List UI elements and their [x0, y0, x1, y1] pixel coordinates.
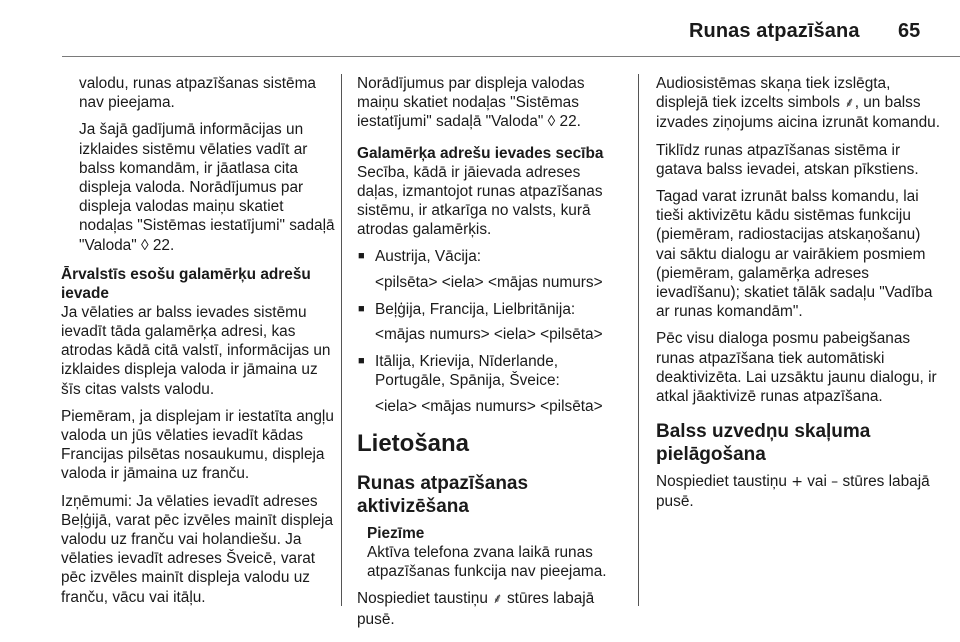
- note-title: Piezīme: [367, 524, 425, 542]
- column-3: [656, 74, 941, 520]
- paragraph: Piemēram, ja displejam ir iestatīta angļu valoda un jūs vēlaties ievadīt kādas Francijas pilsētas nosaukumu, displeja valoda ir jāmaina uz franču.: [61, 407, 334, 483]
- paragraph: Ja vēlaties ar balss ievades sistēmu ievadīt tāda galamērķa adresi, kas atrodas kādā citā valstī, informācijas un izklaides displeja valoda ir jāmaina uz šīs citas valsts valodu.: [61, 303, 331, 398]
- list-item: ■ Austrija, Vācija:: [357, 247, 625, 266]
- text-fragment: stūres labajā pusē.: [357, 590, 595, 628]
- page-number: 65: [898, 20, 921, 42]
- minus-button-icon: –: [831, 474, 839, 491]
- note-box: [357, 524, 625, 582]
- address-order: <iela> <mājas numurs> <pilsēta>: [375, 397, 603, 415]
- paragraph: [357, 589, 625, 628]
- section-heading: Ārvalstīs esošu galamērķu adrešu ievade: [61, 265, 311, 302]
- paragraph: Tagad varat izrunāt balss komandu, lai tieši aktivizētu kādu sistēmas funkciju (piemēram, radiostacijas atskaņošanu) vai sāktu dialogu ar vairākiem posmiem (piemēram, galamērķa adreses ievadīšanu); skatiet tālāk sadaļu "Vadība ar runas komandām".: [656, 188, 933, 321]
- paragraph: Tiklīdz runas atpazīšanas sistēma ir gatava balss ievadei, atskan pīkstiens.: [656, 141, 919, 178]
- page-header: [0, 18, 960, 52]
- paragraph: [656, 74, 941, 133]
- column-divider: [341, 74, 342, 606]
- paragraph: Ja šajā gadījumā informācijas un izklaides sistēmu vēlaties vadīt ar balss komandām, ir jāatlasa cita displeja valoda. Norādījumus par displeja valodas maiņu skatiet nodaļas "Sistēmas iestatījumi" sadaļā "Valoda" ◊ 22.: [79, 121, 335, 254]
- paragraph: Secība, kādā ir jāievada adreses daļas, izmantojot runas atpazīšanas sistēmu, ir atkarīga no valsts, kurā atrodas galamērķis.: [357, 163, 603, 239]
- subsection-heading: Balss uzvedņu skaļuma pielāgošana: [656, 421, 871, 466]
- page-title: Runas atpazīšana: [689, 20, 860, 42]
- chapter-heading: Lietošana: [357, 429, 470, 457]
- text-fragment: Audiosistēmas skaņa tiek izslēgta, displejā tiek izcelts simbols: [656, 75, 891, 112]
- text-fragment: Nospiediet taustiņu: [656, 473, 787, 491]
- column-2: [357, 74, 625, 637]
- text-fragment: stūres labajā pusē.: [656, 473, 930, 511]
- header-divider: [62, 56, 960, 57]
- plus-button-icon: +: [791, 474, 803, 491]
- column-1: [61, 74, 337, 615]
- list-item: ■ Itālija, Krievija, Nīderlande, Portugāle, Spānija, Šveice:: [357, 352, 625, 390]
- text-fragment: vai: [807, 473, 827, 491]
- paragraph: [656, 472, 941, 511]
- voice-button-icon: ⸙: [492, 591, 503, 608]
- text-fragment: Nospiediet taustiņu: [357, 590, 488, 608]
- list-item: ■ Beļģija, Francija, Lielbritānija:: [357, 300, 625, 319]
- address-order: <pilsēta> <iela> <mājas numurs>: [375, 273, 603, 291]
- text-fragment: , un balss izvades ziņojums aicina izrunāt komandu.: [656, 94, 941, 132]
- column-divider: [638, 74, 639, 606]
- paragraph: Norādījumus par displeja valodas maiņu skatiet nodaļas "Sistēmas iestatījumi" sadaļā "Valoda" ◊ 22.: [357, 75, 585, 131]
- section-heading: Galamērķa adrešu ievades secība: [357, 144, 604, 162]
- paragraph: Izņēmumi: Ja vēlaties ievadīt adreses Beļģijā, varat pēc izvēles mainīt displeja valodu uz franču vai holandiešu. Ja vēlaties ievadīt adreses Šveicē, varat pēc izvēles mainīt displeja valodu uz franču, vācu vai itāļu.: [61, 492, 334, 606]
- voice-symbol-icon: ⸙: [844, 95, 855, 112]
- subsection-heading: Runas atpazīšanas aktivizēšana: [357, 472, 529, 517]
- paragraph: Pēc visu dialoga posmu pabeigšanas runas atpazīšana tiek automātiski deaktivizēta. Lai uzsāktu jaunu dialogu, ir atkal jāaktivizē runas atpazīšana.: [656, 330, 937, 406]
- paragraph: valodu, runas atpazīšanas sistēma nav pieejama.: [79, 75, 316, 112]
- address-order: <mājas numurs> <iela> <pilsēta>: [375, 326, 603, 344]
- note-text: Aktīva telefona zvana laikā runas atpazīšanas funkcija nav pieejama.: [367, 544, 607, 581]
